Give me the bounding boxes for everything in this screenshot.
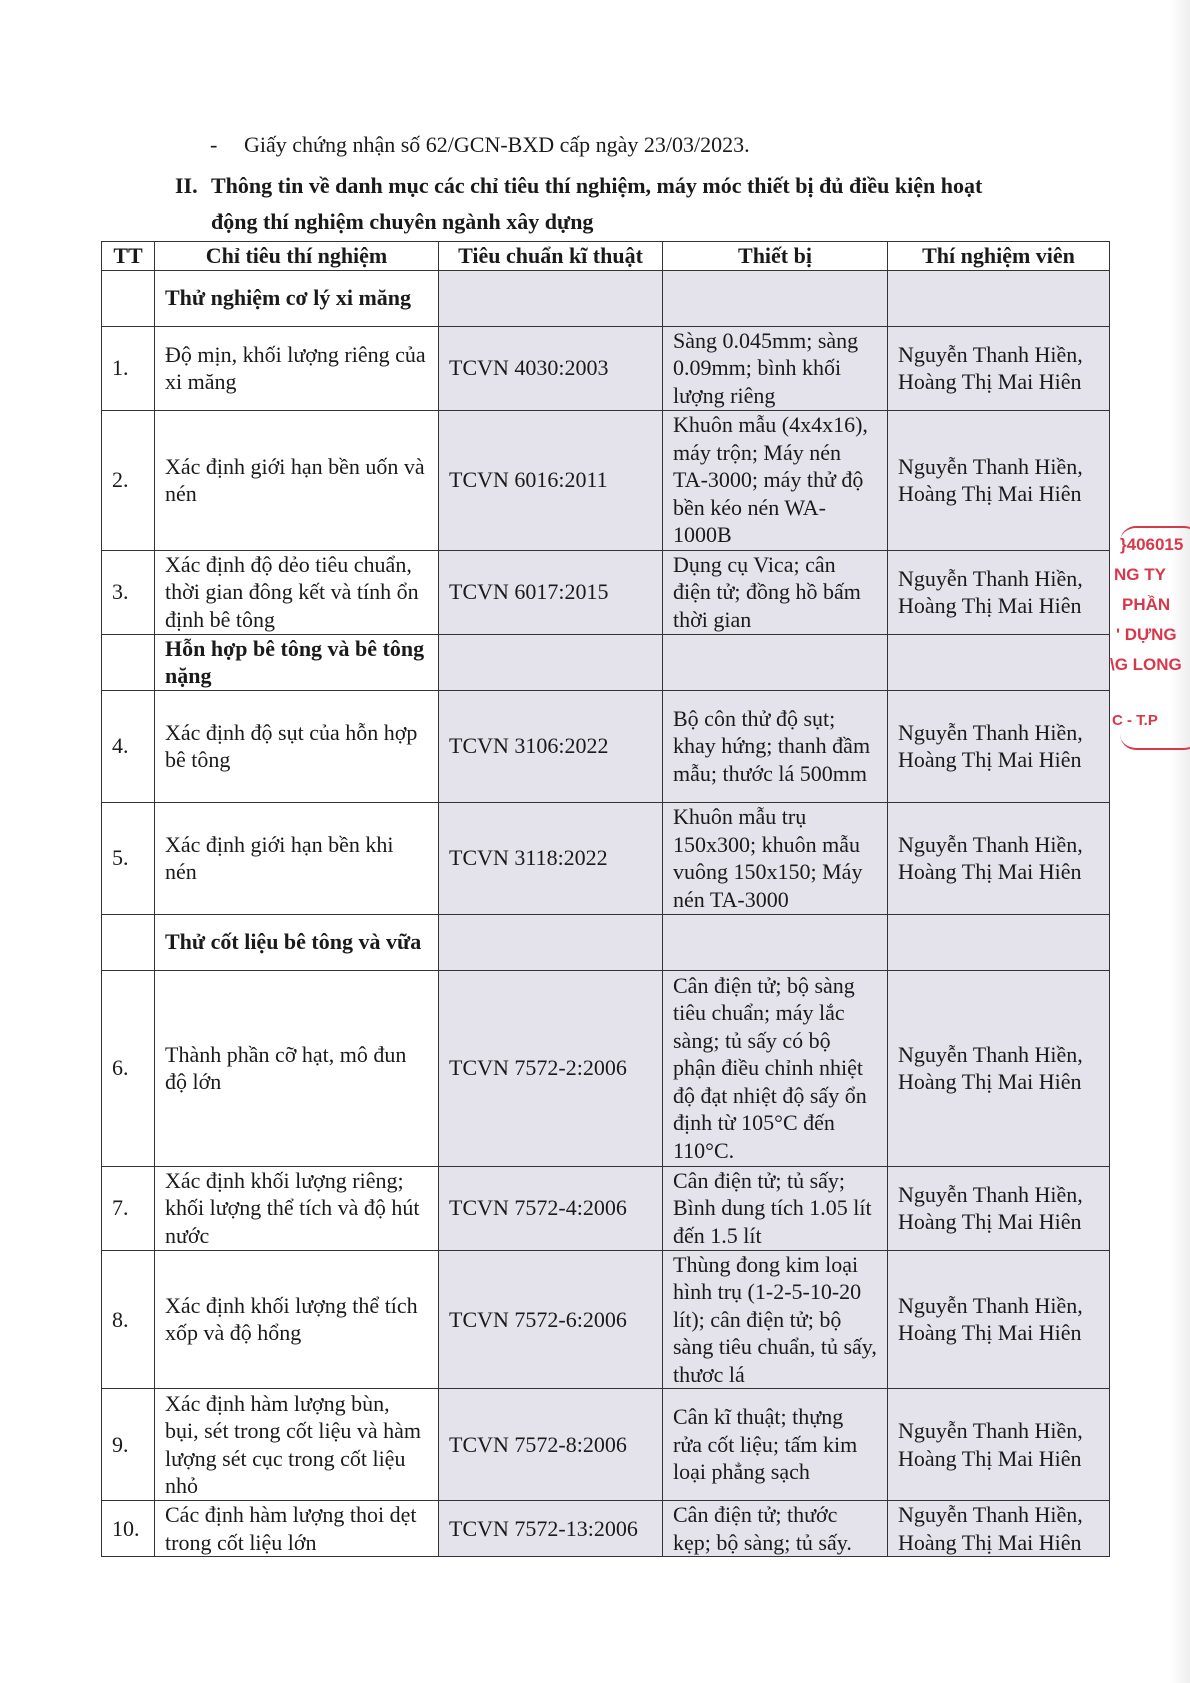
test-criteria-cell: Thành phần cỡ hạt, mô đun độ lớn — [155, 970, 439, 1166]
category-name: Hỗn hợp bê tông và bê tông nặng — [155, 634, 439, 690]
certificate-text: Giấy chứng nhận số 62/GCN-BXD cấp ngày 23/03/2023. — [244, 132, 750, 157]
test-criteria-cell: Xác định độ sụt của hỗn hợp bê tông — [155, 690, 439, 802]
test-criteria-cell: Độ mịn, khối lượng riêng của xi măng — [155, 326, 439, 410]
standard-cell: TCVN 7572-4:2006 — [439, 1166, 663, 1250]
category-row — [102, 634, 1110, 690]
row-number: 5. — [102, 802, 155, 914]
tester-cell: Nguyễn Thanh Hiền, Hoàng Thị Mai Hiên — [888, 1166, 1110, 1250]
equipment-cell: Sàng 0.045mm; sàng 0.09mm; bình khối lượng riêng — [663, 326, 888, 410]
standard-cell: TCVN 7572-8:2006 — [439, 1389, 663, 1501]
category-name: Thử cốt liệu bê tông và vữa — [155, 914, 439, 970]
tt-cell — [102, 914, 155, 970]
row-number: 8. — [102, 1250, 155, 1389]
test-criteria-cell: Xác định khối lượng thể tích xốp và độ hổng — [155, 1250, 439, 1389]
table-row — [102, 1250, 1110, 1389]
equipment-cell — [663, 270, 888, 326]
tester-cell: Nguyễn Thanh Hiền, Hoàng Thị Mai Hiên — [888, 1389, 1110, 1501]
test-criteria-cell: Xác định độ dẻo tiêu chuẩn, thời gian đông kết và tính ổn định bê tông — [155, 550, 439, 634]
tt-cell — [102, 270, 155, 326]
equipment-cell: Cân điện tử; bộ sàng tiêu chuẩn; máy lắc sàng; tủ sấy có bộ phận điều chỉnh nhiệt độ đạt nhiệt độ sấy ổn định từ 105°C đến 110°C. — [663, 970, 888, 1166]
seal-text: C - T.P — [1112, 712, 1158, 729]
standard-cell: TCVN 6016:2011 — [439, 410, 663, 550]
table-row — [102, 802, 1110, 914]
standard-cell — [439, 914, 663, 970]
header-equipment: Thiết bị — [663, 242, 888, 271]
equipment-cell: Dụng cụ Vica; cân điện tử; đồng hồ bấm thời gian — [663, 550, 888, 634]
bullet-dash: - — [210, 132, 218, 157]
row-number: 4. — [102, 690, 155, 802]
category-row — [102, 270, 1110, 326]
tester-cell: Nguyễn Thanh Hiền, Hoàng Thị Mai Hiên — [888, 410, 1110, 550]
seal-text: ' DỰNG — [1116, 625, 1177, 644]
equipment-cell: Cân điện tử; thước kẹp; bộ sàng; tủ sấy. — [663, 1501, 888, 1557]
tester-cell: Nguyễn Thanh Hiền, Hoàng Thị Mai Hiên — [888, 1501, 1110, 1557]
standard-cell: TCVN 7572-6:2006 — [439, 1250, 663, 1389]
tester-cell — [888, 634, 1110, 690]
section-title-line2: động thí nghiệm chuyên ngành xây dựng — [211, 209, 594, 234]
certificate-line — [210, 132, 750, 158]
equipment-cell: Khuôn mẫu trụ 150x300; khuôn mẫu vuông 150x150; Máy nén TA-3000 — [663, 802, 888, 914]
equipment-table — [101, 241, 1110, 1557]
row-number: 9. — [102, 1389, 155, 1501]
table-row — [102, 1166, 1110, 1250]
table-header-row — [102, 242, 1110, 271]
category-row — [102, 914, 1110, 970]
header-technical-standard: Tiêu chuẩn kĩ thuật — [439, 242, 663, 271]
table-row — [102, 550, 1110, 634]
section-heading — [175, 168, 1075, 240]
section-number: II. — [175, 173, 198, 198]
row-number: 1. — [102, 326, 155, 410]
tester-cell: Nguyễn Thanh Hiền, Hoàng Thị Mai Hiên — [888, 970, 1110, 1166]
row-number: 10. — [102, 1501, 155, 1557]
tester-cell: Nguyễn Thanh Hiền, Hoàng Thị Mai Hiên — [888, 802, 1110, 914]
standard-cell: TCVN 7572-2:2006 — [439, 970, 663, 1166]
standard-cell: TCVN 7572-13:2006 — [439, 1501, 663, 1557]
standard-cell: TCVN 4030:2003 — [439, 326, 663, 410]
standard-cell — [439, 634, 663, 690]
tester-cell: Nguyễn Thanh Hiền, Hoàng Thị Mai Hiên — [888, 1250, 1110, 1389]
row-number: 7. — [102, 1166, 155, 1250]
seal-text: NG TY — [1114, 565, 1166, 584]
standard-cell: TCVN 6017:2015 — [439, 550, 663, 634]
standard-cell: TCVN 3118:2022 — [439, 802, 663, 914]
category-name: Thử nghiệm cơ lý xi măng — [155, 270, 439, 326]
equipment-cell — [663, 634, 888, 690]
equipment-cell — [663, 914, 888, 970]
tester-cell — [888, 914, 1110, 970]
tester-cell: Nguyễn Thanh Hiền, Hoàng Thị Mai Hiên — [888, 326, 1110, 410]
header-tt: TT — [102, 242, 155, 271]
section-title-line1: Thông tin về danh mục các chỉ tiêu thí nghiệm, máy móc thiết bị đủ điều kiện hoạt — [211, 173, 983, 198]
row-number: 6. — [102, 970, 155, 1166]
test-criteria-cell: Xác định giới hạn bền khi nén — [155, 802, 439, 914]
tester-cell — [888, 270, 1110, 326]
test-criteria-cell: Xác định giới hạn bền uốn và nén — [155, 410, 439, 550]
table-row — [102, 690, 1110, 802]
equipment-cell: Thùng đong kim loại hình trụ (1-2-5-10-20 lít); cân điện tử; bộ sàng tiêu chuẩn, tủ sấy, thươc lá — [663, 1250, 888, 1389]
row-number: 2. — [102, 410, 155, 550]
seal-text: \G LONG — [1110, 655, 1182, 674]
header-test-criteria: Chỉ tiêu thí nghiệm — [155, 242, 439, 271]
table-row — [102, 1501, 1110, 1557]
test-criteria-cell: Xác định khối lượng riêng; khối lượng thể tích và độ hút nước — [155, 1166, 439, 1250]
equipment-cell: Cân điện tử; tủ sấy; Bình dung tích 1.05 lít đến 1.5 lít — [663, 1166, 888, 1250]
row-number: 3. — [102, 550, 155, 634]
table-row — [102, 970, 1110, 1166]
equipment-cell: Cân kĩ thuật; thựng rửa cốt liệu; tấm kim loại phẳng sạch — [663, 1389, 888, 1501]
table-row — [102, 1389, 1110, 1501]
tester-cell: Nguyễn Thanh Hiền, Hoàng Thị Mai Hiên — [888, 550, 1110, 634]
page-edge-shadow — [1170, 0, 1190, 1683]
seal-text: PHẦN — [1122, 595, 1171, 614]
table-row — [102, 410, 1110, 550]
tt-cell — [102, 634, 155, 690]
table-row — [102, 326, 1110, 410]
test-criteria-cell: Các định hàm lượng thoi dẹt trong cốt liệu lớn — [155, 1501, 439, 1557]
standard-cell: TCVN 3106:2022 — [439, 690, 663, 802]
header-tester: Thí nghiệm viên — [888, 242, 1110, 271]
table-body — [102, 270, 1110, 1557]
test-criteria-cell: Xác định hàm lượng bùn, bụi, sét trong cốt liệu và hàm lượng sét cục trong cốt liệu nhỏ — [155, 1389, 439, 1501]
equipment-cell: Khuôn mẫu (4x4x16), máy trộn; Máy nén TA-3000; máy thử độ bền kéo nén WA-1000B — [663, 410, 888, 550]
tester-cell: Nguyễn Thanh Hiền, Hoàng Thị Mai Hiên — [888, 690, 1110, 802]
seal-text: }406015 — [1120, 535, 1184, 554]
company-seal — [1110, 530, 1190, 740]
equipment-cell: Bộ côn thử độ sụt; khay hứng; thanh đầm mẫu; thước lá 500mm — [663, 690, 888, 802]
standard-cell — [439, 270, 663, 326]
seal-arc-bottom — [1120, 734, 1190, 750]
